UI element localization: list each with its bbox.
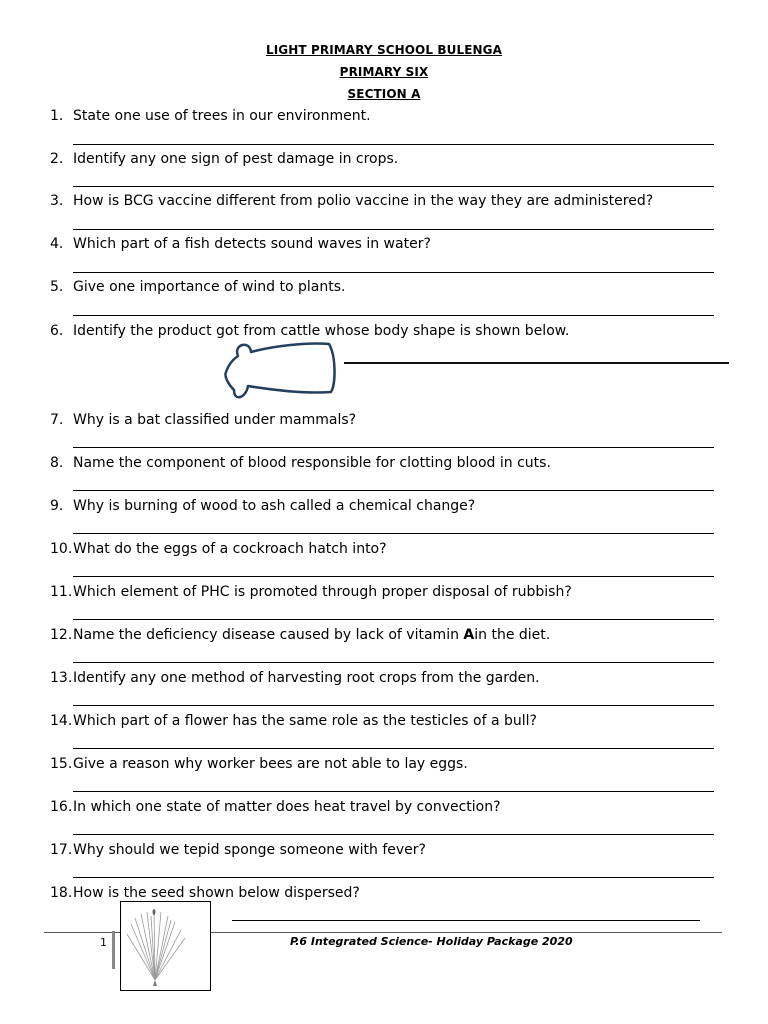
question-11 — [50, 583, 730, 601]
answer-line-2[interactable] — [73, 186, 714, 187]
question-14 — [50, 712, 730, 730]
school-name: LIGHT PRIMARY SCHOOL BULENGA — [266, 43, 502, 57]
question-7 — [50, 411, 730, 429]
question-10 — [50, 540, 730, 558]
question-text: What do the eggs of a cockroach hatch into? — [73, 541, 387, 557]
question-16 — [50, 798, 730, 816]
question-number: 12. — [50, 627, 73, 643]
answer-line-17[interactable] — [73, 877, 714, 878]
cattle-body-shape-diagram — [218, 338, 338, 406]
answer-line-12[interactable] — [73, 662, 714, 663]
question-18 — [50, 884, 730, 902]
seed-image — [120, 901, 211, 991]
question-text-end: in the diet. — [474, 627, 551, 643]
question-text: How is the seed shown below dispersed? — [73, 885, 360, 901]
answer-line-6[interactable] — [344, 362, 729, 364]
question-text: Identify any one method of harvesting root crops from the garden. — [73, 670, 540, 686]
answer-line-7[interactable] — [73, 447, 714, 448]
question-number: 7. — [50, 412, 64, 428]
question-text: Why is a bat classified under mammals? — [73, 412, 357, 428]
question-text: Which part of a fish detects sound waves in water? — [73, 236, 431, 252]
answer-line-10[interactable] — [73, 576, 714, 577]
question-text: Why is burning of wood to ash called a chemical change? — [73, 498, 476, 514]
question-number: 9. — [50, 498, 64, 514]
question-3 — [50, 192, 730, 210]
question-text: How is BCG vaccine different from polio vaccine in the way they are administered? — [73, 193, 654, 209]
question-2 — [50, 150, 730, 168]
winged-seed-illustration — [121, 902, 210, 990]
answer-line-11[interactable] — [73, 619, 714, 620]
page-number: 1 — [100, 936, 107, 949]
question-number: 13. — [50, 670, 73, 686]
answer-line-18[interactable] — [232, 920, 700, 921]
question-number: 11. — [50, 584, 73, 600]
question-text: In which one state of matter does heat travel by convection? — [73, 799, 501, 815]
question-8 — [50, 454, 730, 472]
answer-line-1[interactable] — [73, 144, 714, 145]
question-5 — [50, 278, 730, 296]
question-number: 5. — [50, 279, 64, 295]
question-13 — [50, 669, 730, 687]
question-6 — [50, 322, 730, 340]
section-title: SECTION A — [347, 87, 421, 101]
vitamin-letter: A — [463, 627, 475, 643]
answer-line-3[interactable] — [73, 229, 714, 230]
answer-line-16[interactable] — [73, 834, 714, 835]
question-text: Identify the product got from cattle whose body shape is shown below. — [73, 323, 570, 339]
question-17 — [50, 841, 730, 859]
question-number: 16. — [50, 799, 73, 815]
question-text: State one use of trees in our environment. — [73, 108, 371, 124]
question-4 — [50, 235, 730, 253]
question-text: Which element of PHC is promoted through proper disposal of rubbish? — [73, 584, 572, 600]
question-number: 8. — [50, 455, 64, 471]
question-12 — [50, 626, 730, 644]
question-number: 1. — [50, 108, 64, 124]
answer-line-5[interactable] — [73, 315, 714, 316]
question-text: Name the component of blood responsible for clotting blood in cuts. — [73, 455, 551, 471]
question-text: Identify any one sign of pest damage in crops. — [73, 151, 399, 167]
answer-line-13[interactable] — [73, 705, 714, 706]
question-text: Which part of a flower has the same role as the testicles of a bull? — [73, 713, 537, 729]
class-title: PRIMARY SIX — [339, 65, 429, 79]
question-number: 18. — [50, 885, 73, 901]
question-text: Give one importance of wind to plants. — [73, 279, 346, 295]
question-number: 3. — [50, 193, 64, 209]
question-9 — [50, 497, 730, 515]
question-number: 2. — [50, 151, 64, 167]
question-number: 10. — [50, 541, 73, 557]
answer-line-14[interactable] — [73, 748, 714, 749]
question-text: Why should we tepid sponge someone with fever? — [73, 842, 426, 858]
footer-divider — [112, 931, 115, 969]
question-1 — [50, 107, 730, 125]
question-text: Give a reason why worker bees are not able to lay eggs. — [73, 756, 468, 772]
question-number: 4. — [50, 236, 64, 252]
footer-title: P.6 Integrated Science- Holiday Package 2020 — [290, 935, 573, 948]
question-number: 17. — [50, 842, 73, 858]
answer-line-8[interactable] — [73, 490, 714, 491]
question-text-start: Name the deficiency disease caused by lack of vitamin — [73, 627, 464, 643]
answer-line-4[interactable] — [73, 272, 714, 273]
answer-line-9[interactable] — [73, 533, 714, 534]
question-15 — [50, 755, 730, 773]
question-number: 15. — [50, 756, 73, 772]
question-number: 6. — [50, 323, 64, 339]
answer-line-15[interactable] — [73, 791, 714, 792]
question-number: 14. — [50, 713, 73, 729]
